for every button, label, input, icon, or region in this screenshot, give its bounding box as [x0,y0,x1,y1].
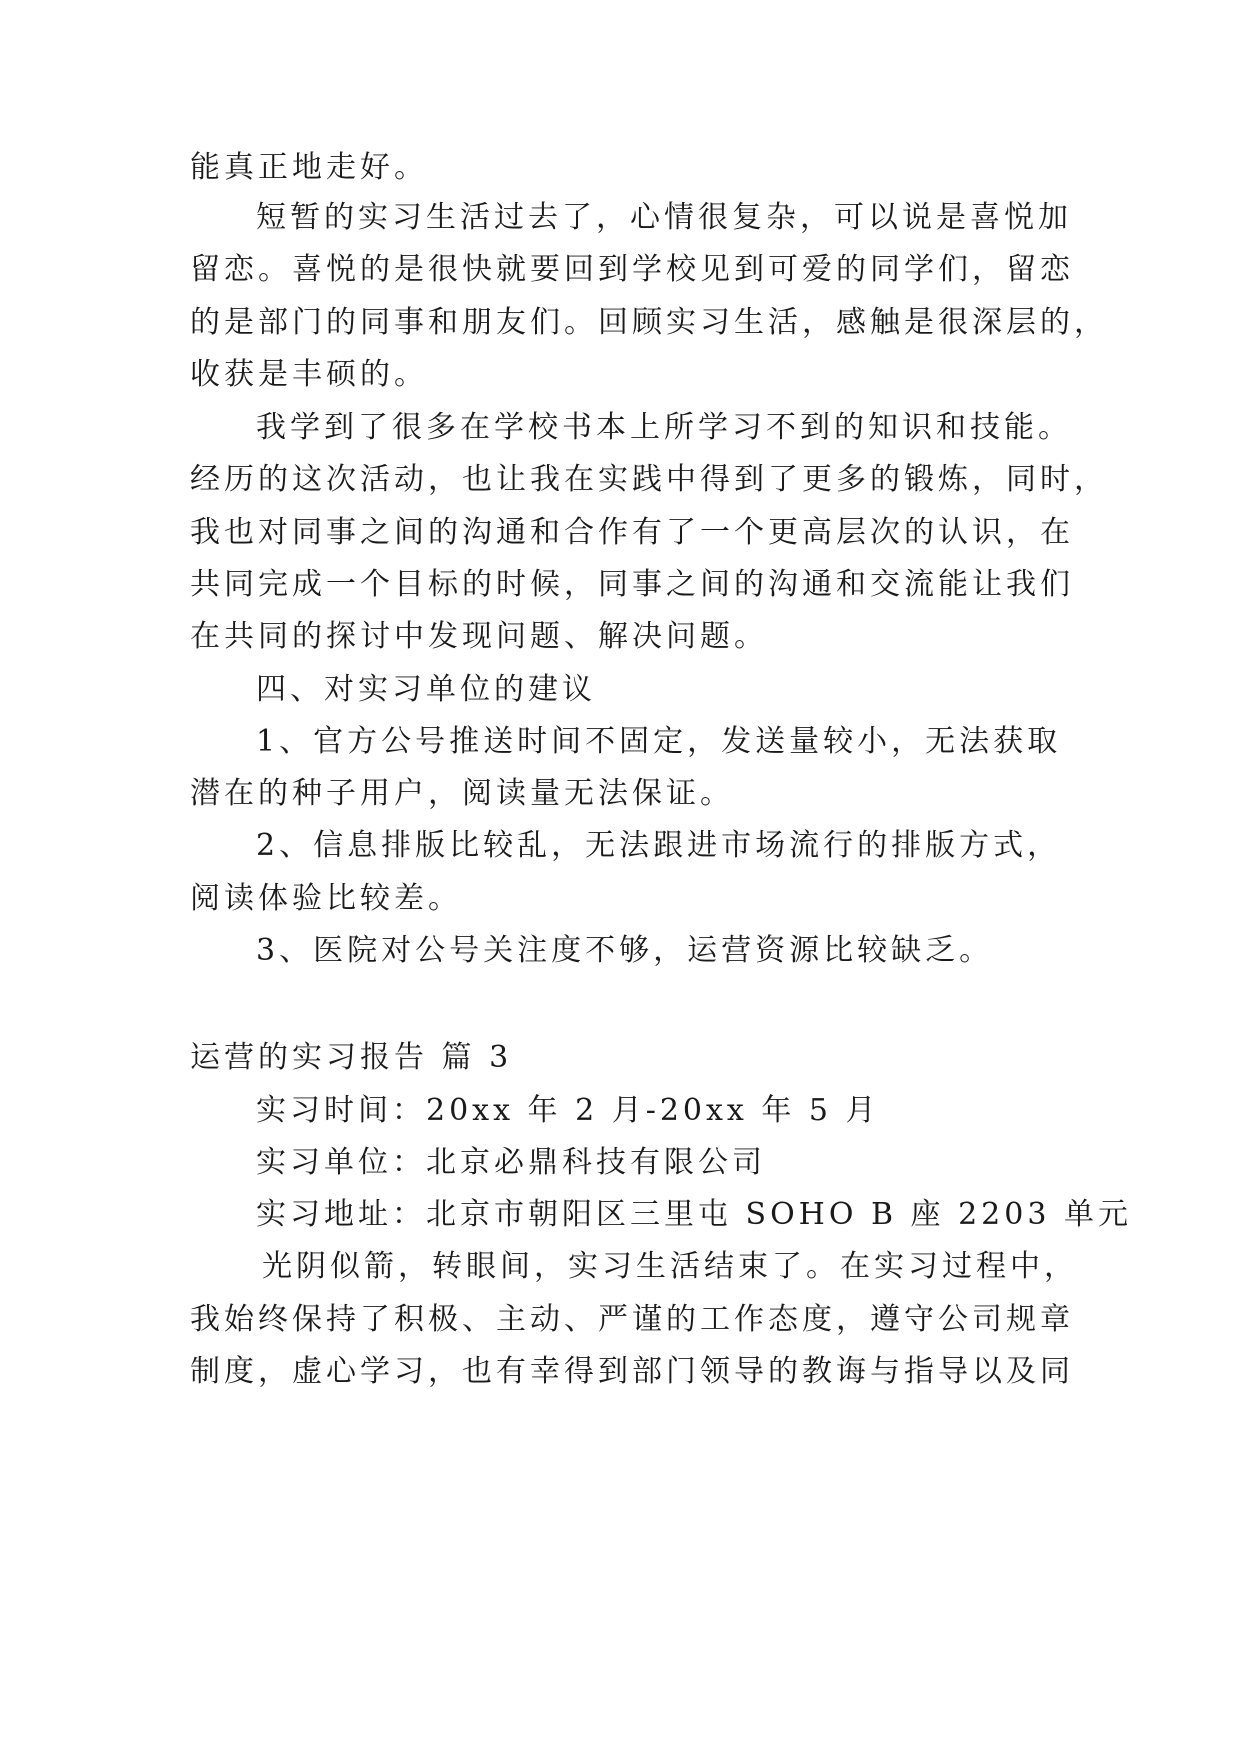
list-item-first-line: 1、官方公号推送时间不固定，发送量较小，无法获取 [256,724,1062,759]
paragraph-first-line: 短暂的实习生活过去了，心情很复杂，可以说是喜悦加 [256,200,1072,235]
text-line: 的是部门的同事和朋友们。回顾实习生活，感触是很深层的， [190,305,1108,340]
text-line: 留恋。喜悦的是很快就要回到学校见到可爱的同学们，留恋 [190,252,1074,287]
paragraph-first-line: 我学到了很多在学校书本上所学习不到的知识和技能。 [256,410,1072,445]
internship-company: 实习单位：北京必鼎科技有限公司 [256,1145,766,1180]
text-line: 能真正地走好。 [190,150,428,185]
text-line: 在共同的探讨中发现问题、解决问题。 [190,619,768,654]
text-line: 收获是丰硕的。 [190,357,428,392]
text-line: 我也对同事之间的沟通和合作有了一个更高层次的认识，在 [190,515,1074,550]
list-item-first-line: 2、信息排版比较乱，无法跟进市场流行的排版方式， [256,828,1062,863]
text-line: 经历的这次活动，也让我在实践中得到了更多的锻炼，同时， [190,462,1108,497]
text-line: 共同完成一个目标的时候，同事之间的沟通和交流能让我们 [190,567,1074,602]
list-item-first-line: 3、医院对公号关注度不够，运营资源比较缺乏。 [256,933,994,968]
text-line: 制度，虚心学习，也有幸得到部门领导的教诲与指导以及同 [190,1354,1074,1389]
paragraph-first-line: 光阴似箭，转眼间，实习生活结束了。在实习过程中， [262,1249,1078,1284]
text-line: 潜在的种子用户，阅读量无法保证。 [190,776,734,811]
internship-address: 实习地址：北京市朝阳区三里屯 SOHO B 座 2203 单元 [256,1197,1132,1232]
report-title: 运营的实习报告 篇 3 [190,1040,513,1075]
internship-time: 实习时间：20xx 年 2 月-20xx 年 5 月 [256,1093,880,1128]
section-heading: 四、对实习单位的建议 [256,672,596,707]
text-line: 阅读体验比较差。 [190,881,462,916]
text-line: 我始终保持了积极、主动、严谨的工作态度，遵守公司规章 [190,1302,1074,1337]
